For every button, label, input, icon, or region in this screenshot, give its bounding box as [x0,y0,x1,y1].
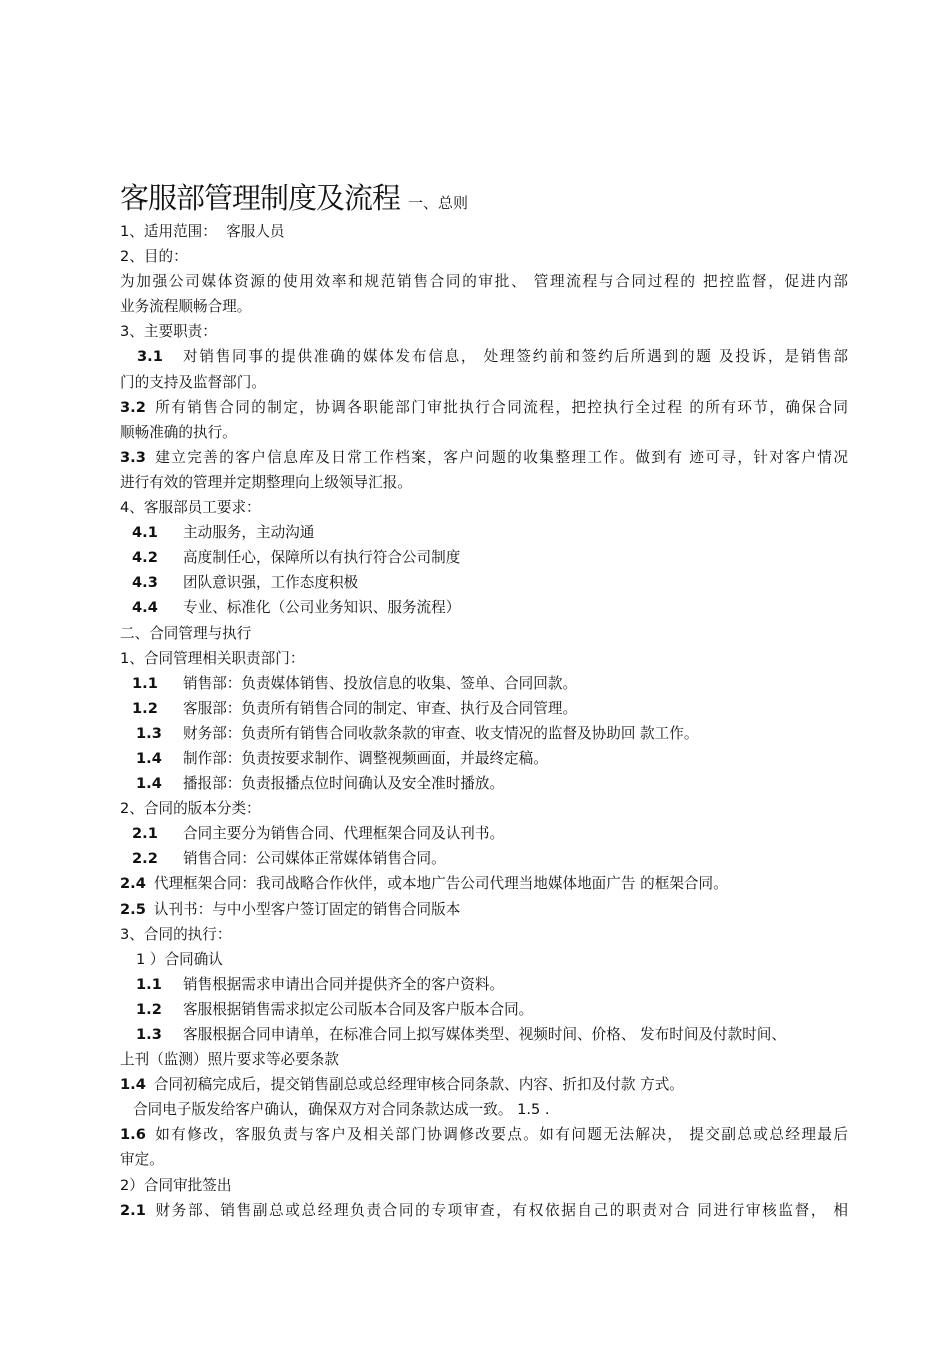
item-text: 团队意识强，工作态度积极 [183,574,359,592]
item-number: 2.5 [120,900,146,918]
paragraph-line: 合同电子版发给客户确认，确保双方对合同条款达成一致。 1.5 . [133,1101,550,1119]
list-item [120,344,848,369]
item-text: 如有修改，客服负责与客户及相关部门协调修改要点。如有问题无法解决， 提交副总或总经理最后 [153,1126,848,1144]
item-number: 1.4 [136,749,162,767]
item-number: 3.3 [120,448,146,466]
item-number: 1.4 [136,775,162,793]
item-text: 客服根据销售需求拟定公司版本合同及客户版本合同。 [183,1000,534,1018]
list-item [120,771,848,796]
item-text: 播报部：负责报播点位时间确认及安全准时播放。 [183,775,505,793]
list-item [120,1022,848,1047]
item-text: 对销售同事的提供准确的媒体发布信息， 处理签约前和签约后所遇到的题 及投诉，是销售部 [183,348,848,366]
item-text: 销售部：负责媒体销售、投放信息的收集、签单、合同回款。 [183,674,578,692]
list-item [120,721,848,746]
item-text: 销售合同：公司媒体正常媒体销售合同。 [183,850,446,868]
list-item [120,1122,848,1147]
item-text: 认刊书：与中小型客户签订固定的销售合同版本 [153,900,461,918]
paragraph-line: 为加强公司媒体资源的使用效率和规范销售合同的审批、 管理流程与合同过程的 把控监督，促进内部 [120,273,848,291]
document-title [120,180,468,221]
item-text: 客服部：负责所有销售合同的制定、审查、执行及合同管理。 [183,699,578,717]
paragraph-line: 业务流程顺畅合理。 [120,298,252,316]
paragraph-line: 门的支持及监督部门。 [120,373,266,391]
item-number: 4.2 [132,549,158,567]
list-item [120,595,848,620]
list-item [120,821,848,846]
item-text: 制作部：负责按要求制作、调整视频画面，并最终定稿。 [183,749,548,767]
list-item [120,871,848,896]
item-text: 主动服务，主动沟通 [183,524,315,542]
document-body [120,219,848,1223]
paragraph-line: 顺畅准确的执行。 [120,423,237,441]
item-number: 2.1 [120,1201,146,1219]
item-number: 1.1 [136,975,162,993]
item-text: 财务部：负责所有销售合同收款条款的审查、收支情况的监督及协助回 款工作。 [183,724,699,742]
paragraph-line: 4、客服部员工要求： [120,499,261,517]
paragraph-line: 3、主要职责： [120,323,217,341]
list-item [120,1072,848,1097]
item-number: 1.2 [132,699,158,717]
item-number: 1.4 [120,1076,146,1094]
list-item [120,696,848,721]
item-text: 专业、标准化（公司业务知识、服务流程） [183,599,461,617]
paragraph-line: 1、合同管理相关职责部门： [120,649,305,667]
item-text: 销售根据需求申请出合同并提供齐全的客户资料。 [183,975,505,993]
list-item [120,520,848,545]
item-text: 合同主要分为销售合同、代理框架合同及认刊书。 [183,825,505,843]
item-text: 高度制任心，保障所以有执行符合公司制度 [183,549,461,567]
subsection-heading: 2）合同审批签出 [120,1176,232,1194]
list-item [120,545,848,570]
list-item [120,746,848,771]
list-item [120,897,848,922]
item-text: 客服根据合同申请单，在标准合同上拟写媒体类型、视频时间、价格、 发布时间及付款时间、 [183,1026,786,1043]
item-number: 2.2 [132,850,158,868]
item-number: 4.3 [132,574,158,592]
list-item [120,846,848,871]
paragraph-line: 2、目的： [120,248,188,266]
list-item [120,997,848,1022]
paragraph-line: 3、合同的执行： [120,925,232,943]
section-heading: 二、合同管理与执行 [120,624,252,642]
item-number: 3.2 [120,398,146,416]
item-number: 1.1 [132,674,158,692]
paragraph-line: 进行有效的管理并定期整理向上级领导汇报。 [120,473,412,491]
section-heading-general: 一、总则 [408,194,469,212]
list-item [120,395,848,420]
item-text: 建立完善的客户信息库及日常工作档案，客户问题的收集整理工作。做到有 迹可寻，针对客户情况 [153,448,848,466]
item-text: 财务部、销售副总或总经理负责合同的专项审查，有权依据自己的职责对合 同进行审核监督， 相 [153,1201,848,1219]
item-text: 代理框架合同：我司战略合作伙伴，或本地广告公司代理当地媒体地面广告 的框架合同。 [153,875,728,893]
item-number: 1.2 [136,1000,162,1018]
paragraph-line: 2、合同的版本分类： [120,800,261,818]
list-item [120,570,848,595]
paragraph-line: 1、适用范围： 客服人员 [120,223,285,240]
paragraph-line: 审定。 [120,1151,164,1169]
item-text: 所有销售合同的制定，协调各职能部门审批执行合同流程，把控执行全过程 的所有环节，确保合同 [153,398,848,416]
item-number: 1.3 [136,1026,162,1043]
item-number: 1.6 [120,1126,146,1144]
title-main: 客服部管理制度及流程 [120,181,401,215]
subsection-heading: 1 ）合同确认 [136,950,223,968]
item-number: 4.1 [132,524,158,542]
item-number: 3.1 [137,348,163,366]
item-number: 2.4 [120,875,146,893]
list-item [120,972,848,997]
item-number: 2.1 [132,825,158,843]
paragraph-line: 上刊（监测）照片要求等必要条款 [120,1051,339,1069]
list-item [120,671,848,696]
item-number: 4.4 [132,599,158,617]
list-item [120,1198,848,1223]
item-number: 1.3 [136,724,162,742]
item-text: 合同初稿完成后，提交销售副总或总经理审核合同条款、内容、折扣及付款 方式。 [153,1076,684,1094]
list-item [120,445,848,470]
